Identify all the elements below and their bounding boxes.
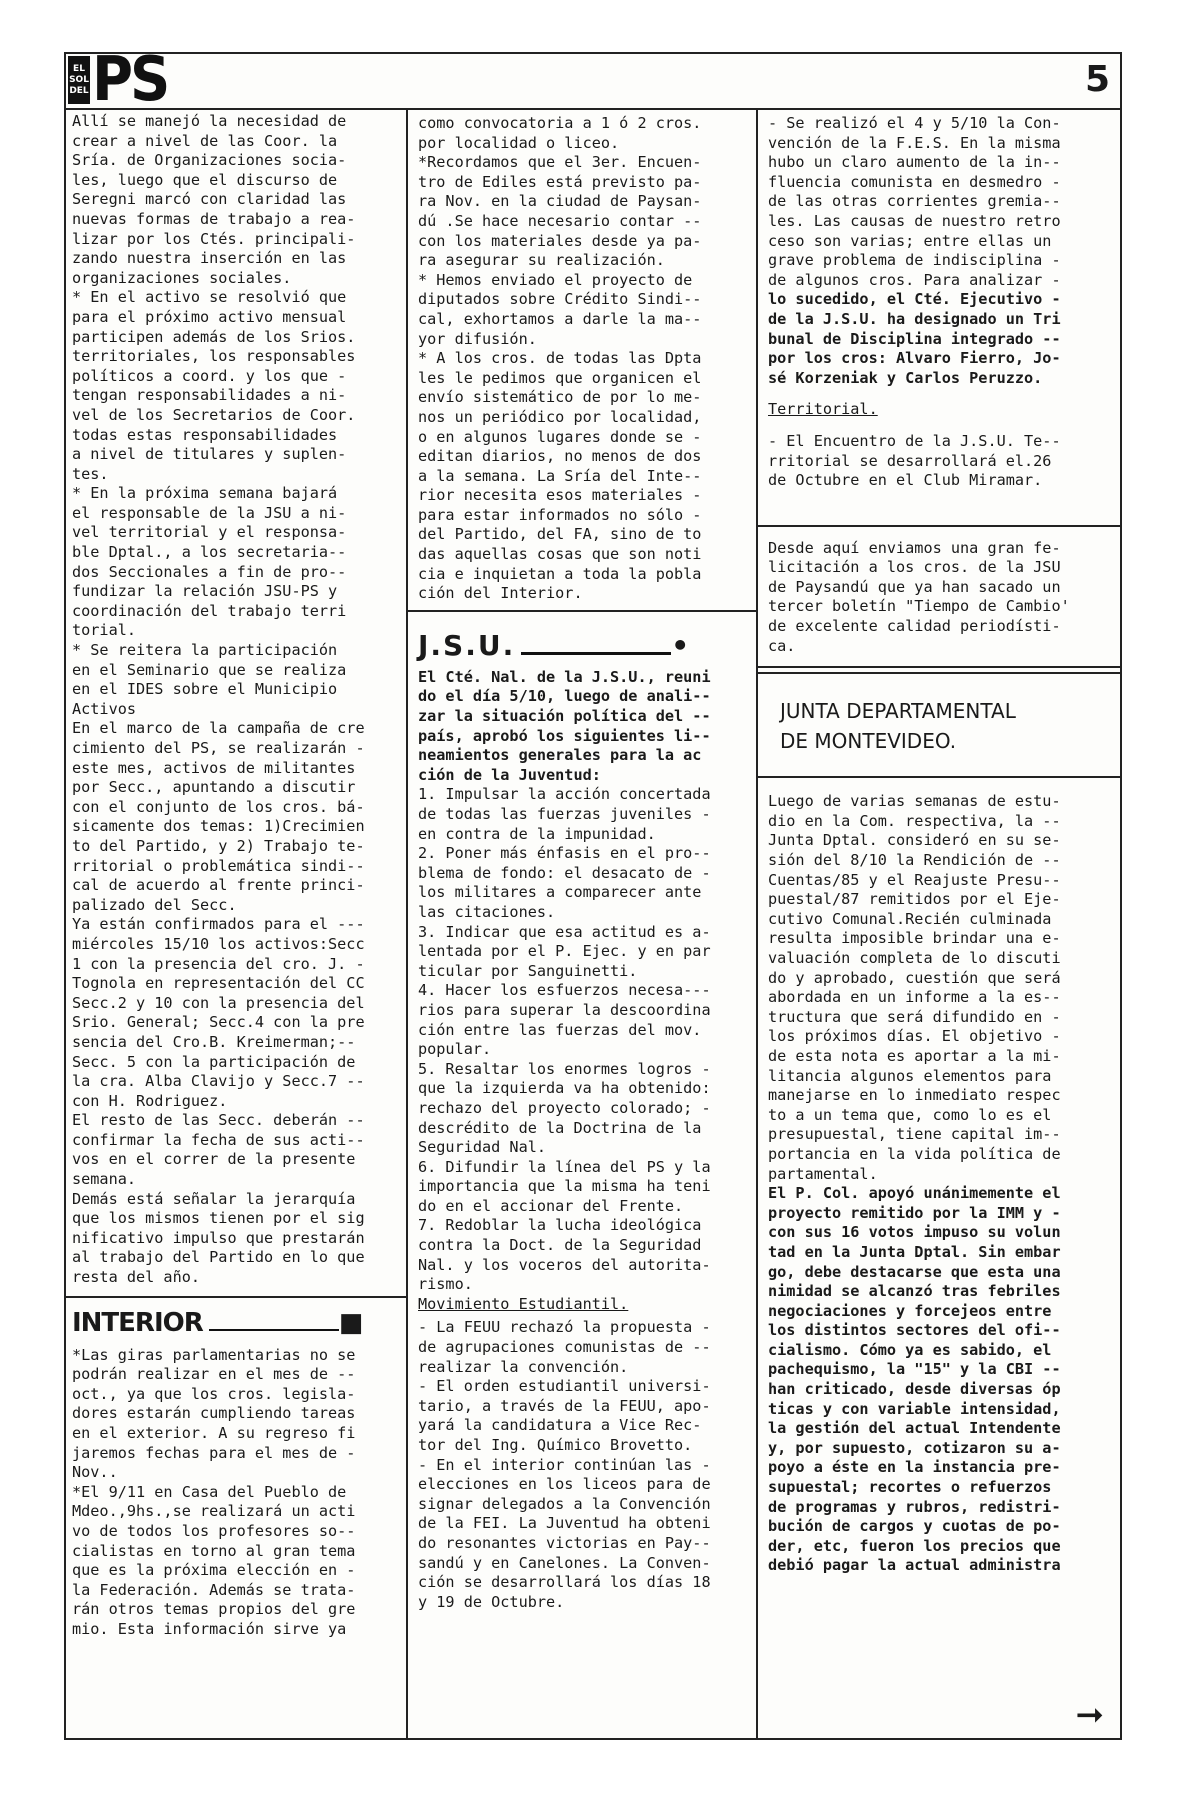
column-3: [758, 108, 1120, 1740]
territorial-heading: Territorial.: [768, 400, 878, 419]
junta-title: JUNTA DEPARTAMENTAL DE MONTEVIDEO.: [780, 699, 1016, 754]
column-1: [66, 108, 408, 1740]
movimiento-estudiantil-heading: Movimiento Estudiantil.: [418, 1294, 629, 1313]
el-sol-ps-logo: [68, 43, 168, 116]
jsu-points: 1. Impulsar la acción concertada de todas las fuerzas juveniles - en contra de la impunidad. 2. Poner más énfasis en el pro-- blema de fondo: el desacato de - los militares a comparecer ante las citaciones. 3. Indicar que esa actitud es a- lentada por el P. Ejec. y en par ticular por Sanguinetti. 4. Hacer los esfuerzos necesa--- rios para superar la descoordina ción entre las fuerzas del mov. popular. 5. Resaltar los enormes logros - que la izquierda va ha obtenido: rechazo del proyecto colorado; - descrédito de la Doctrina de la Seguridad Nal. 6. Difundir la línea del PS y la importancia que la misma ha teni do en el accionar del Frente. 7. Redoblar la lucha ideológica contra la Doct. de la Seguridad Nal. y los voceros del autorita- rismo.: [418, 785, 711, 1294]
activos-heading: Activos: [72, 699, 137, 718]
page-header: [66, 43, 1120, 116]
interior-text: *Las giras parlamentarias no se podrán realizar en el mes de -- oct., ya que los cros. legisla- dores estarán cumpliendo tareas en el exterior. A su regreso fi jaremos fechas para el mes de - Nov.. *El 9/11 en Casa del Pueblo de Mdeo.,9hs.,se realizará un acti vo de todos los profesores so-- cialistas en torno al gran tema que es la próxima elección en - la Federación. Además se trata- rán otros temas propios del gre mio. Esta información sirve ya: [72, 1345, 356, 1638]
jsu-intro: El Cté. Nal. de la J.S.U., reuni do el día 5/10, luego de anali-- zar la situación política del -- país, aprobó los siguientes li-- neamientos generales para la ac ción de la Juventud:: [418, 667, 711, 784]
junta-double-rule: [758, 666, 1120, 674]
junta-text: Luego de varias semanas de estu- dio en la Com. respectiva, la -- Junta Dptal. consideró en su se- sión del 8/10 la Rendición de -- Cuentas/85 y el Reajuste Presu-- puestal/87 remitidos por el Eje- cutivo Comunal.Recién culminada resulta imposible brindar una e- valuación completa de lo discuti do y aprobado, cuestión que será abordada en un informe a la es-- tructura que será difundido en - los próximos días. El objetivo - de esta nota es aportar a la mi- litancia algunos elementos para manejarse en lo inmediato respec to a un tema que, como lo es el presupuestal, tiene capital im-- portancia en la vida política de partamental.: [768, 792, 1061, 1183]
felicitacion-text: Desde aquí enviamos una gran fe- licitación a los cros. de la JSU de Paysandú que ya han sacado un tercer boletín "Tiempo de Cambio' de excelente calidad periodísti- ca.: [768, 538, 1070, 655]
logo-small-text: EL SOL DEL: [68, 56, 90, 104]
interior-continued-text: como convocatoria a 1 ó 2 cros. por localidad o liceo. *Recordamos que el 3er. Encuen- tro de Ediles está previsto pa- ra Nov. en la ciudad de Paysan- dú .Se hace necesario contar -- con los materiales desde ya pa- ra asegurar su realización. * Hemos enviado el proyecto de diputados sobre Crédito Sindi-- cal, exhortamos a darle la ma-- yor difusión. * A los cros. de todas las Dpta les le pedimos que organicen el envío sistemático de por lo me- nos un periódico por localidad, o en algunos lugares donde se - editan diarios, no menos de dos a la semana. La Sría del Inte-- rior necesita esos materiales - para estar informados no sólo - del Partido, del FA, sino de to das aquellas cosas que son noti cia e inquietan a toda la pobla ción del Interior.: [418, 114, 702, 603]
page-number: 5: [1084, 59, 1110, 100]
logo-ps: PS: [92, 43, 168, 116]
fes-disciplina-text: lo sucedido, el Cté. Ejecutivo - de la J.S.U. ha designado un Tri bunal de Disciplina integrado -- por los cros: Alvaro Fierro, Jo- sé Korzeniak y Carlos Peruzzo.: [768, 290, 1061, 387]
jsu-title: J.S.U. •: [418, 628, 692, 662]
interior-title: INTERIOR ■: [72, 1307, 363, 1338]
coordination-text: Allí se manejó la necesidad de crear a nivel de las Coor. la Sría. de Organizaciones socia- les, luego que el discurso de Seregni marcó con claridad las nuevas formas de trabajo a rea- lizar por los Ctés. principali- zando nuestra inserción en las organizaciones sociales. * En el activo se resolvió que para el próximo activo mensual participen además de los Srios. territoriales, los responsables políticos a coord. y los que - tengan responsabilidades a ni- vel de los Secretarios de Coor. todas estas responsabilidades a nivel de titulares y suplen- tes. * En la próxima semana bajará el responsable de la JSU a ni- vel territorial y el responsa- ble Dptal., a los secretaria-- dos Seccionales a fin de pro-- fundizar la relación JSU-PS y coordinación del trabajo terri torial. * Se reitera la participación en el Seminario que se realiza en el IDES sobre el Municipio: [72, 112, 356, 699]
junta-bold-text: El P. Col. apoyó unánimemente el proyecto remitido por la IMM y - con sus 16 votos impuso su volun tad en la Junta Dptal. Sin embar go, debe destacarse que esta una nimidad se alcanzó tras febriles negociaciones y forcejeos entre los distintos sectores del ofi-- cialismo. Cómo ya es sabido, el pachequismo, la "15" y la CBI -- han criticado, desde diversas óp ticas y con variable intensidad, la gestión del actual Intendente y, por supuesto, cotizaron su a- poyo a éste en la instancia pre- supuestal; recortes o refuerzos de programas y rubros, redistri- bución de cargos y cuotas de po- der, etc, fueron los precios que debió pagar la actual administra: [768, 1184, 1061, 1575]
newspaper-page: [64, 43, 1122, 1740]
activos-text: En el marco de la campaña de cre cimiento del PS, se realizarán - este mes, activos de militantes por Secc., apuntando a discutir con el conjunto de los cros. bá- sicamente dos temas: 1)Crecimien to del Partido, y 2) Trabajo te- rritorial o problemática sindi-- cal de acuerdo al frente princi- palizado del Secc. Ya están confirmados para el --- miércoles 15/10 los activos:Secc 1 con la presencia del cro. J. - Tognola en representación del CC Secc.2 y 10 con la presencia del Srio. General; Secc.4 con la pre sencia del Cro.B. Kreimerman;-- Secc. 5 con la participación de la cra. Alba Clavijo y Secc.7 -- con H. Rodriguez. El resto de las Secc. deberán -- confirmar la fecha de sus acti-- vos en el correr de la presente semana. Demás está señalar la jerarquía que los mismos tienen por el sig nificativo impulso que prestarán al trabajo del Partido en lo que resta del año.: [72, 719, 365, 1287]
column-2: [408, 108, 758, 1740]
movimiento-estudiantil-text: - La FEUU rechazó la propuesta - de agrupaciones comunistas de -- realizar la convención. - El orden estudiantil universi- tario, a través de la FEUU, apo- yará la candidatura a Vice Rec- tor del Ing. Químico Brovetto. - En el interior continúan las - elecciones en los liceos para de signar delegados a la Convención de la FEI. La Juventud ha obteni do resonantes victorias en Pay-- sandú y en Canelones. La Conven- ción se desarrollará los días 18 y 19 de Octubre.: [418, 1318, 711, 1611]
continue-arrow-icon: ➞: [1075, 1695, 1104, 1735]
territorial-text: - El Encuentro de la J.S.U. Te-- rritorial se desarrollará el.26 de Octubre en el Club Miramar.: [768, 431, 1061, 490]
fes-text: - Se realizó el 4 y 5/10 la Con- vención de la F.E.S. En la misma hubo un claro aumento de la in-- fluencia comunista en desmedro - de las otras corrientes gremia-- les. Las causas de nuestro retro ceso son varias; entre ellas un grave problema de indisciplina - de algunos cros. Para analizar -: [768, 114, 1061, 289]
